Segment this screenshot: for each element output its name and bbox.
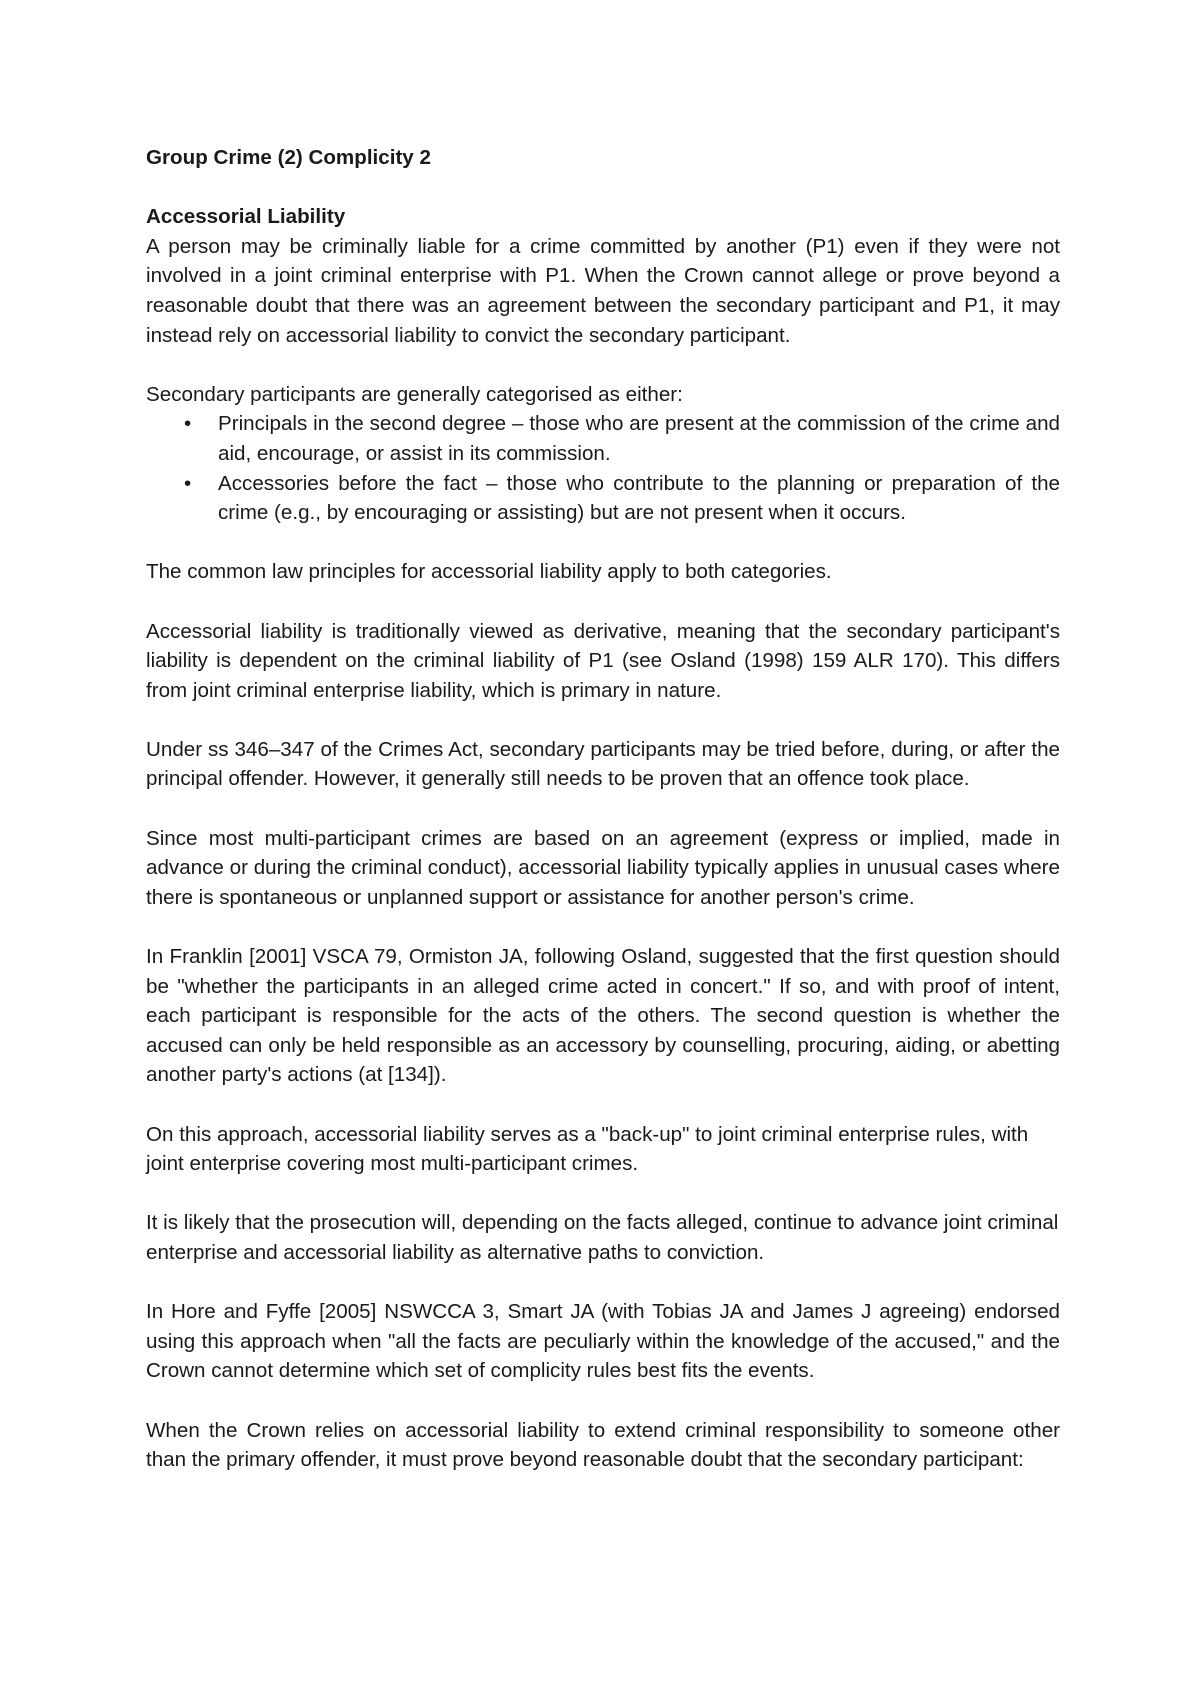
paragraph-10: In Hore and Fyffe [2005] NSWCCA 3, Smart JA (with Tobias JA and James J agreeing) endorsed using this approach when "all the facts are peculiarly within the knowledge of the accused," and the Crown cannot determine which set of complicity rules best fits the events. bbox=[146, 1300, 1060, 1383]
paragraph-9: It is likely that the prosecution will, depending on the facts alleged, continue to advance joint criminal enterprise and accessorial liability as alternative paths to conviction. bbox=[146, 1211, 1059, 1264]
bullet-item bbox=[146, 469, 1060, 528]
bullet-item bbox=[146, 409, 1060, 468]
paragraph-6: Since most multi-participant crimes are based on an agreement (express or implied, made in advance or during the criminal conduct), accessorial liability typically applies in unusual cases where there is spontaneous or unplanned support or assistance for another person's crime. bbox=[146, 826, 1060, 909]
document-title: Group Crime (2) Complicity 2 bbox=[146, 146, 431, 169]
bullet-icon: • bbox=[184, 412, 192, 436]
paragraph-8: On this approach, accessorial liability serves as a "back-up" to joint criminal enterprise rules, with joint enterprise covering most multi-participant crimes. bbox=[146, 1122, 1029, 1176]
paragraph-11: When the Crown relies on accessorial liability to extend criminal responsibility to someone other than the primary offender, it must prove beyond reasonable doubt that the secondary participant: bbox=[146, 1418, 1060, 1472]
paragraph-3: The common law principles for accessorial liability apply to both categories. bbox=[146, 560, 832, 584]
paragraph-1: A person may be criminally liable for a crime committed by another (P1) even if they were not involved in a joint criminal enterprise with P1. When the Crown cannot allege or prove beyond a reasonable doubt that there was an agreement between the secondary participant and P1, it may instead rely on accessorial liability to convict the secondary participant. bbox=[146, 234, 1060, 347]
bullet-text: Accessories before the fact – those who contribute to the planning or preparation of the crime (e.g., by encouraging or assisting) but are not present when it occurs. bbox=[218, 471, 1060, 525]
bullet-icon: • bbox=[184, 471, 192, 495]
paragraph-7: In Franklin [2001] VSCA 79, Ormiston JA, following Osland, suggested that the first question should be "whether the participants in an alleged crime acted in concert." If so, and with proof of intent, each participant is responsible for the acts of the others. The second question is whether the accused can only be held responsible as an accessory by counselling, procuring, aiding, or abetting another party's actions (at [134]). bbox=[146, 945, 1060, 1087]
paragraph-4: Accessorial liability is traditionally viewed as derivative, meaning that the secondary participant's liability is dependent on the criminal liability of P1 (see Osland (1998) 159 ALR 170). This differs from joint criminal enterprise liability, which is primary in nature. bbox=[146, 619, 1060, 702]
paragraph-5: Under ss 346–347 of the Crimes Act, secondary participants may be tried before, during, or after the principal offender. However, it generally still needs to be proven that an offence took place. bbox=[146, 737, 1060, 791]
section-heading: Accessorial Liability bbox=[146, 205, 346, 229]
bullet-list bbox=[146, 409, 1060, 527]
document-body bbox=[146, 143, 1060, 1504]
bullet-text: Principals in the second degree – those who are present at the commission of the crime and aid, encourage, or assist in its commission. bbox=[218, 412, 1060, 465]
paragraph-2-intro: Secondary participants are generally categorised as either: bbox=[146, 382, 683, 406]
